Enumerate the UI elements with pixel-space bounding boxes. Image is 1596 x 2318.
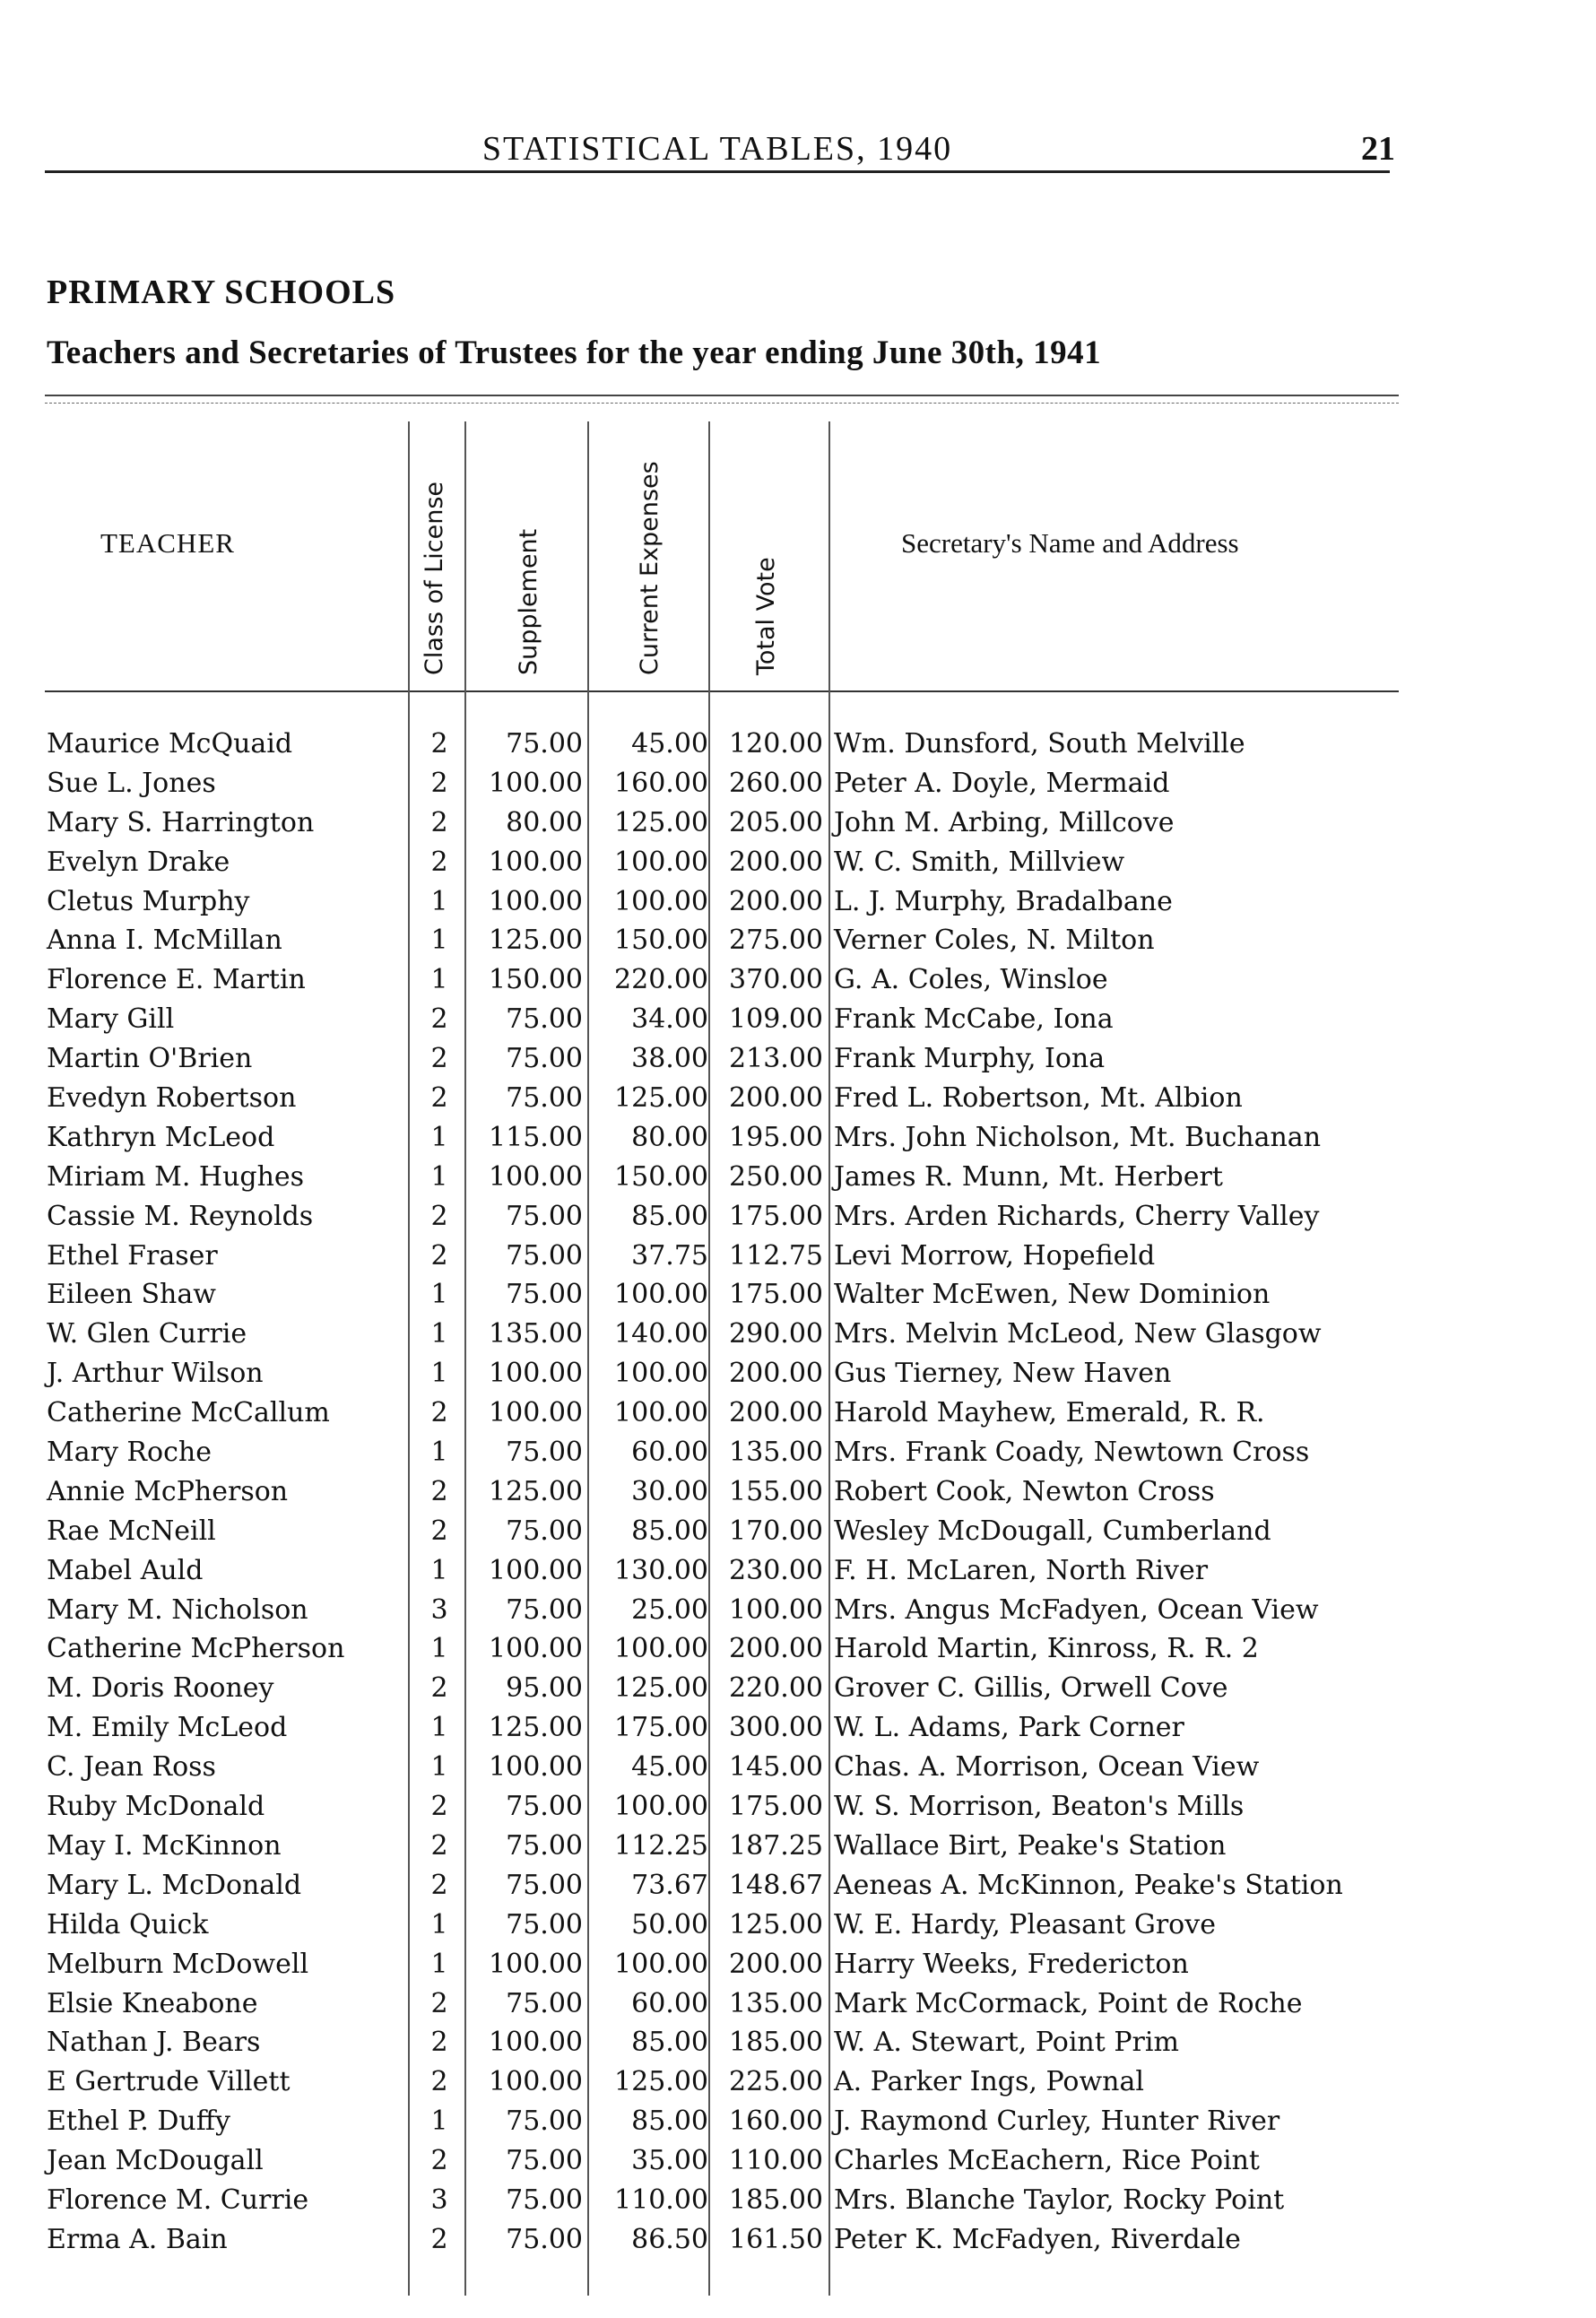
cell-secretary: Mrs. John Nicholson, Mt. Buchanan [834,1121,1322,1153]
table-row [0,843,1596,882]
cell-current-expenses: 100.00 [614,885,708,917]
cell-total-vote: 187.25 [729,1829,823,1862]
cell-supplement: 150.00 [489,964,583,996]
cell-class-of-license: 1 [430,1712,448,1744]
cell-supplement: 75.00 [506,1908,583,1940]
cell-total-vote: 200.00 [729,1358,823,1390]
cell-supplement: 135.00 [489,1318,583,1350]
table-row [0,803,1596,843]
table-row [0,1512,1596,1551]
cell-teacher: W. Glen Currie [47,1318,247,1350]
cell-class-of-license: 1 [430,1554,448,1586]
table-row [0,921,1596,960]
cell-teacher: Elsie Kneabone [47,1987,258,2019]
cell-secretary: Wallace Birt, Peake's Station [834,1829,1227,1862]
cell-current-expenses: 37.75 [631,1239,708,1272]
cell-supplement: 100.00 [489,1160,583,1193]
cell-class-of-license: 2 [430,1791,448,1823]
cell-teacher: Annie McPherson [47,1475,289,1507]
cell-secretary: Wesley McDougall, Cumberland [834,1515,1271,1547]
cell-secretary: John M. Arbing, Millcove [834,806,1175,838]
cell-class-of-license: 2 [430,1043,448,1075]
cell-secretary: Verner Coles, N. Milton [834,925,1155,957]
cell-class-of-license: 2 [430,1672,448,1705]
cell-total-vote: 112.75 [729,1239,823,1272]
cell-teacher: Ethel P. Duffy [47,2105,230,2138]
table-row [0,1393,1596,1433]
cell-teacher: Jean McDougall [47,2145,264,2177]
table-row [0,1158,1596,1197]
cell-total-vote: 220.00 [729,1672,823,1705]
cell-current-expenses: 38.00 [631,1043,708,1075]
cell-secretary: Harry Weeks, Fredericton [834,1948,1189,1980]
cell-teacher: Melburn McDowell [47,1948,309,1980]
cell-teacher: Martin O'Brien [47,1043,253,1075]
table-body [0,725,1596,2260]
cell-current-expenses: 100.00 [614,1397,708,1429]
cell-total-vote: 120.00 [729,728,823,760]
cell-class-of-license: 2 [430,2066,448,2098]
table-row [0,1591,1596,1630]
cell-current-expenses: 220.00 [614,964,708,996]
cell-secretary: Harold Martin, Kinross, R. R. 2 [834,1633,1259,1665]
cell-supplement: 100.00 [489,846,583,878]
cell-current-expenses: 100.00 [614,1791,708,1823]
running-title: STATISTICAL TABLES, 1940 [481,130,953,168]
cell-supplement: 75.00 [506,2145,583,2177]
cell-secretary: Mrs. Arden Richards, Cherry Valley [834,1200,1320,1232]
cell-total-vote: 135.00 [729,1437,823,1469]
cell-current-expenses: 60.00 [631,1987,708,2019]
cell-total-vote: 160.00 [729,2105,823,2138]
cell-supplement: 75.00 [506,1200,583,1232]
table-row [0,2062,1596,2102]
cell-supplement: 75.00 [506,728,583,760]
table-subtitle: Teachers and Secretaries of Trustees for the year ending June 30th, 1941 [47,334,1102,371]
table-row [0,1669,1596,1708]
cell-secretary: W. S. Morrison, Beaton's Mills [834,1791,1245,1823]
cell-class-of-license: 1 [430,1633,448,1665]
cell-supplement: 75.00 [506,1987,583,2019]
cell-supplement: 100.00 [489,2027,583,2059]
table-row [0,1354,1596,1393]
cell-supplement: 75.00 [506,1082,583,1115]
cell-secretary: Frank Murphy, Iona [834,1043,1106,1075]
cell-teacher: Mary Roche [47,1437,212,1469]
cell-supplement: 75.00 [506,1239,583,1272]
table-row [0,1787,1596,1827]
cell-current-expenses: 125.00 [614,806,708,838]
cell-class-of-license: 2 [430,2145,448,2177]
cell-total-vote: 185.00 [729,2183,823,2216]
cell-current-expenses: 125.00 [614,1082,708,1115]
cell-current-expenses: 150.00 [614,1160,708,1193]
cell-secretary: Levi Morrow, Hopefield [834,1239,1156,1272]
cell-supplement: 75.00 [506,1593,583,1626]
cell-supplement: 100.00 [489,767,583,799]
cell-secretary: Aeneas A. McKinnon, Peake's Station [834,1869,1343,1901]
cell-supplement: 125.00 [489,1475,583,1507]
cell-class-of-license: 2 [430,1475,448,1507]
cell-secretary: Mrs. Blanche Taylor, Rocky Point [834,2183,1285,2216]
table-row [0,1629,1596,1669]
section-title: PRIMARY SCHOOLS [47,273,396,311]
table-row [0,1708,1596,1748]
cell-current-expenses: 150.00 [614,925,708,957]
cell-class-of-license: 2 [430,1239,448,1272]
cell-class-of-license: 2 [430,1515,448,1547]
cell-class-of-license: 2 [430,1397,448,1429]
table-row [0,764,1596,803]
cell-current-expenses: 30.00 [631,1475,708,1507]
cell-supplement: 75.00 [506,1515,583,1547]
cell-teacher: Mary S. Harrington [47,806,315,838]
cell-class-of-license: 1 [430,1437,448,1469]
table-row [0,1039,1596,1079]
cell-secretary: Mrs. Melvin McLeod, New Glasgow [834,1318,1322,1350]
cell-teacher: Florence E. Martin [47,964,306,996]
cell-current-expenses: 110.00 [614,2183,708,2216]
cell-secretary: Mark McCormack, Point de Roche [834,1987,1303,2019]
cell-current-expenses: 140.00 [614,1318,708,1350]
cell-total-vote: 200.00 [729,1397,823,1429]
cell-total-vote: 175.00 [729,1200,823,1232]
cell-current-expenses: 125.00 [614,1672,708,1705]
table-row [0,1984,1596,2024]
table-row [0,1827,1596,1866]
table-row [0,1315,1596,1354]
cell-total-vote: 125.00 [729,1908,823,1940]
cell-total-vote: 370.00 [729,964,823,996]
cell-current-expenses: 85.00 [631,1515,708,1547]
cell-current-expenses: 100.00 [614,846,708,878]
table-row [0,1748,1596,1787]
cell-supplement: 75.00 [506,1437,583,1469]
column-header-secretary: Secretary's Name and Address [901,527,1239,559]
page-number: 21 [1361,130,1395,168]
cell-teacher: Sue L. Jones [47,767,216,799]
cell-class-of-license: 2 [430,2027,448,2059]
column-header-teacher: TEACHER [100,527,235,559]
cell-supplement: 75.00 [506,2183,583,2216]
cell-class-of-license: 2 [430,1082,448,1115]
cell-teacher: Anna I. McMillan [47,925,282,957]
cell-supplement: 80.00 [506,806,583,838]
cell-class-of-license: 2 [430,728,448,760]
cell-current-expenses: 45.00 [631,728,708,760]
cell-secretary: Fred L. Robertson, Mt. Albion [834,1082,1243,1115]
cell-total-vote: 213.00 [729,1043,823,1075]
cell-teacher: Mabel Auld [47,1554,204,1586]
cell-secretary: James R. Munn, Mt. Herbert [834,1160,1223,1193]
cell-class-of-license: 1 [430,1358,448,1390]
cell-total-vote: 275.00 [729,925,823,957]
cell-current-expenses: 100.00 [614,1358,708,1390]
table-row [0,1237,1596,1276]
cell-class-of-license: 2 [430,1003,448,1036]
cell-total-vote: 161.50 [729,2223,823,2255]
header-bottom-rule [45,690,1399,692]
cell-teacher: Mary Gill [47,1003,175,1036]
cell-class-of-license: 2 [430,846,448,878]
cell-class-of-license: 2 [430,806,448,838]
cell-secretary: W. C. Smith, Millview [834,846,1125,878]
cell-current-expenses: 125.00 [614,2066,708,2098]
table-row [0,1551,1596,1591]
cell-current-expenses: 86.50 [631,2223,708,2255]
cell-class-of-license: 2 [430,1829,448,1862]
cell-secretary: Mrs. Frank Coady, Newtown Cross [834,1437,1310,1469]
cell-supplement: 95.00 [506,1672,583,1705]
cell-supplement: 100.00 [489,1948,583,1980]
cell-supplement: 75.00 [506,2105,583,2138]
cell-class-of-license: 3 [430,1593,448,1626]
cell-class-of-license: 1 [430,885,448,917]
cell-teacher: Hilda Quick [47,1908,209,1940]
cell-total-vote: 135.00 [729,1987,823,2019]
table-row [0,1118,1596,1158]
cell-total-vote: 200.00 [729,846,823,878]
cell-secretary: Mrs. Angus McFadyen, Ocean View [834,1593,1319,1626]
table-row [0,1079,1596,1118]
cell-current-expenses: 100.00 [614,1633,708,1665]
cell-secretary: Peter K. McFadyen, Riverdale [834,2223,1241,2255]
cell-current-expenses: 160.00 [614,767,708,799]
table-row [0,725,1596,764]
cell-class-of-license: 1 [430,1948,448,1980]
cell-total-vote: 200.00 [729,1633,823,1665]
cell-supplement: 75.00 [506,1043,583,1075]
cell-total-vote: 200.00 [729,1948,823,1980]
cell-teacher: Mary L. McDonald [47,1869,302,1901]
table-row [0,2220,1596,2260]
cell-class-of-license: 2 [430,1987,448,2019]
table-row [0,1433,1596,1472]
cell-teacher: M. Doris Rooney [47,1672,274,1705]
cell-secretary: W. A. Stewart, Point Prim [834,2027,1179,2059]
cell-total-vote: 250.00 [729,1160,823,1193]
cell-current-expenses: 73.67 [631,1869,708,1901]
cell-secretary: G. A. Coles, Winsloe [834,964,1108,996]
cell-teacher: J. Arthur Wilson [47,1358,264,1390]
table-row [0,1866,1596,1906]
cell-total-vote: 205.00 [729,806,823,838]
cell-total-vote: 100.00 [729,1593,823,1626]
cell-total-vote: 200.00 [729,1082,823,1115]
cell-secretary: Harold Mayhew, Emerald, R. R. [834,1397,1265,1429]
table-row [0,1197,1596,1237]
cell-class-of-license: 1 [430,925,448,957]
cell-secretary: L. J. Murphy, Bradalbane [834,885,1173,917]
cell-secretary: J. Raymond Curley, Hunter River [834,2105,1280,2138]
cell-current-expenses: 85.00 [631,1200,708,1232]
cell-teacher: May I. McKinnon [47,1829,282,1862]
cell-class-of-license: 1 [430,2105,448,2138]
cell-supplement: 100.00 [489,1397,583,1429]
cell-teacher: Eileen Shaw [47,1279,216,1311]
cell-teacher: Mary M. Nicholson [47,1593,308,1626]
cell-secretary: Grover C. Gillis, Orwell Cove [834,1672,1228,1705]
cell-teacher: Evedyn Robertson [47,1082,297,1115]
cell-supplement: 100.00 [489,1751,583,1784]
cell-secretary: Wm. Dunsford, South Melville [834,728,1245,760]
cell-class-of-license: 3 [430,2183,448,2216]
table-row [0,882,1596,922]
cell-total-vote: 300.00 [729,1712,823,1744]
cell-total-vote: 225.00 [729,2066,823,2098]
cell-secretary: Peter A. Doyle, Mermaid [834,767,1170,799]
cell-total-vote: 155.00 [729,1475,823,1507]
cell-current-expenses: 50.00 [631,1908,708,1940]
cell-class-of-license: 1 [430,1318,448,1350]
cell-supplement: 115.00 [489,1121,583,1153]
cell-current-expenses: 112.25 [614,1829,708,1862]
cell-supplement: 100.00 [489,1633,583,1665]
running-header [45,126,1395,173]
cell-class-of-license: 1 [430,1279,448,1311]
cell-supplement: 100.00 [489,885,583,917]
cell-secretary: Gus Tierney, New Haven [834,1358,1172,1390]
cell-class-of-license: 1 [430,1751,448,1784]
cell-total-vote: 195.00 [729,1121,823,1153]
cell-teacher: Rae McNeill [47,1515,216,1547]
cell-supplement: 100.00 [489,1554,583,1586]
cell-teacher: Maurice McQuaid [47,728,293,760]
cell-total-vote: 185.00 [729,2027,823,2059]
cell-secretary: W. L. Adams, Park Corner [834,1712,1184,1744]
cell-secretary: W. E. Hardy, Pleasant Grove [834,1908,1216,1940]
cell-secretary: Walter McEwen, New Dominion [834,1279,1271,1311]
cell-supplement: 75.00 [506,2223,583,2255]
column-header-total-vote: Total Vote [752,557,780,675]
table-row [0,2181,1596,2220]
table-row [0,2023,1596,2062]
cell-current-expenses: 85.00 [631,2027,708,2059]
table-row [0,1472,1596,1512]
cell-total-vote: 148.67 [729,1869,823,1901]
table-top-rule-dashed [45,403,1399,404]
cell-teacher: Miriam M. Hughes [47,1160,305,1193]
cell-teacher: Ruby McDonald [47,1791,265,1823]
cell-teacher: Catherine McCallum [47,1397,330,1429]
cell-current-expenses: 45.00 [631,1751,708,1784]
cell-class-of-license: 1 [430,964,448,996]
table-row [0,1275,1596,1315]
cell-supplement: 125.00 [489,925,583,957]
cell-class-of-license: 1 [430,1908,448,1940]
cell-total-vote: 110.00 [729,2145,823,2177]
cell-teacher: Cletus Murphy [47,885,250,917]
cell-current-expenses: 100.00 [614,1279,708,1311]
cell-teacher: M. Emily McLeod [47,1712,288,1744]
cell-supplement: 75.00 [506,1869,583,1901]
cell-class-of-license: 1 [430,1160,448,1193]
cell-current-expenses: 100.00 [614,1948,708,1980]
cell-supplement: 100.00 [489,2066,583,2098]
cell-secretary: Frank McCabe, Iona [834,1003,1114,1036]
cell-supplement: 75.00 [506,1829,583,1862]
cell-secretary: Chas. A. Morrison, Ocean View [834,1751,1260,1784]
cell-class-of-license: 2 [430,1869,448,1901]
cell-teacher: Catherine McPherson [47,1633,345,1665]
table-top-rule [45,395,1399,396]
cell-total-vote: 109.00 [729,1003,823,1036]
cell-current-expenses: 130.00 [614,1554,708,1586]
cell-total-vote: 290.00 [729,1318,823,1350]
cell-class-of-license: 2 [430,767,448,799]
cell-teacher: Florence M. Currie [47,2183,309,2216]
table-row [0,1945,1596,1984]
cell-teacher: Erma A. Bain [47,2223,228,2255]
cell-teacher: E Gertrude Villett [47,2066,291,2098]
cell-class-of-license: 2 [430,2223,448,2255]
column-header-current-expenses: Current Expenses [636,461,664,675]
column-header-class: Class of License [421,481,448,675]
cell-secretary: F. H. McLaren, North River [834,1554,1209,1586]
cell-secretary: Charles McEachern, Rice Point [834,2145,1260,2177]
cell-teacher: Evelyn Drake [47,846,230,878]
cell-current-expenses: 175.00 [614,1712,708,1744]
cell-teacher: Ethel Fraser [47,1239,218,1272]
cell-teacher: Nathan J. Bears [47,2027,261,2059]
cell-teacher: Cassie M. Reynolds [47,1200,314,1232]
cell-current-expenses: 60.00 [631,1437,708,1469]
cell-supplement: 75.00 [506,1791,583,1823]
cell-supplement: 100.00 [489,1358,583,1390]
cell-total-vote: 175.00 [729,1279,823,1311]
table-row [0,2102,1596,2141]
column-header-supplement: Supplement [515,528,542,675]
cell-teacher: C. Jean Ross [47,1751,216,1784]
cell-current-expenses: 80.00 [631,1121,708,1153]
cell-secretary: A. Parker Ings, Pownal [834,2066,1144,2098]
table-row [0,1906,1596,1945]
cell-current-expenses: 34.00 [631,1003,708,1036]
cell-supplement: 75.00 [506,1003,583,1036]
cell-total-vote: 230.00 [729,1554,823,1586]
cell-supplement: 75.00 [506,1279,583,1311]
cell-current-expenses: 35.00 [631,2145,708,2177]
cell-total-vote: 200.00 [729,885,823,917]
cell-class-of-license: 1 [430,1121,448,1153]
cell-total-vote: 170.00 [729,1515,823,1547]
cell-teacher: Kathryn McLeod [47,1121,275,1153]
table-row [0,2141,1596,2181]
cell-current-expenses: 85.00 [631,2105,708,2138]
table-row [0,960,1596,1000]
cell-total-vote: 175.00 [729,1791,823,1823]
cell-total-vote: 145.00 [729,1751,823,1784]
cell-secretary: Robert Cook, Newton Cross [834,1475,1215,1507]
cell-total-vote: 260.00 [729,767,823,799]
table-row [0,1000,1596,1039]
cell-class-of-license: 2 [430,1200,448,1232]
cell-supplement: 125.00 [489,1712,583,1744]
cell-current-expenses: 25.00 [631,1593,708,1626]
